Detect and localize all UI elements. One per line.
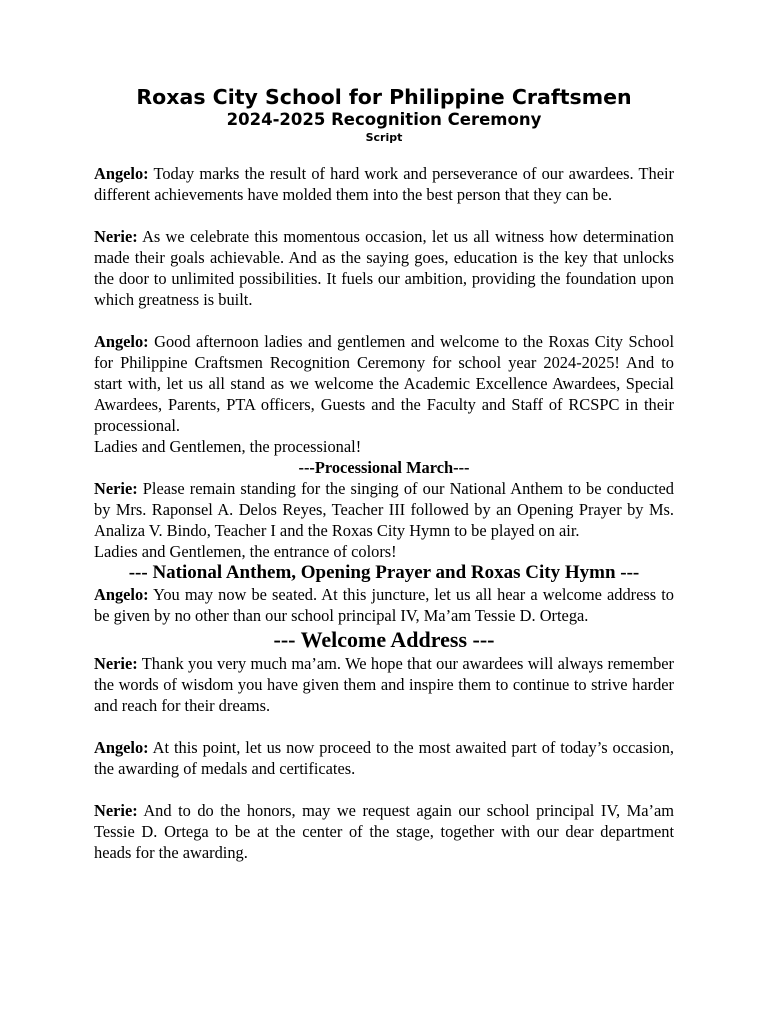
paragraph-text: Thank you very much ma’am. We hope that our awardees will always remember the words of wisdom you have given them and inspire them to continue to strive harder and reach for their dreams. [94,654,674,715]
paragraph-text: Today marks the result of hard work and perseverance of our awardees. Their different achievements have molded them into the best person that they can be. [94,164,674,204]
speaker-name: Angelo: [94,738,149,757]
script-paragraph [94,163,674,205]
paragraph-text: Good afternoon ladies and gentlemen and welcome to the Roxas City School for Philippine Craftsmen Recognition Ceremony for school year 2024-2025! And to start with, let us all stand as we welcome the Academic Excellence Awardees, Special Awardees, Parents, PTA officers, Guests and the Faculty and Staff of RCSPC in their processional. [94,332,674,435]
speaker-name: Angelo: [94,585,149,604]
script-paragraph [94,584,674,626]
script-paragraph [94,478,674,541]
cue-national-anthem: --- National Anthem, Opening Prayer and Roxas City Hymn --- [128,562,640,583]
speaker-name: Nerie: [94,654,138,673]
script-paragraph [94,800,674,863]
script-line: Ladies and Gentlemen, the entrance of colors! [94,542,397,561]
speaker-name: Angelo: [94,332,149,351]
document-title: Roxas City School for Philippine Craftsmen [136,85,632,109]
script-paragraph [94,226,674,310]
speaker-name: Nerie: [94,801,138,820]
script-line: Ladies and Gentlemen, the processional! [94,437,362,456]
speaker-name: Nerie: [94,479,138,498]
paragraph-gap [94,779,674,800]
paragraph-text: And to do the honors, may we request again our school principal IV, Ma’am Tessie D. Ortega to be at the center of the stage, together with our dear department heads for the awarding. [94,801,674,862]
speaker-name: Nerie: [94,227,138,246]
document-subtitle: 2024-2025 Recognition Ceremony [226,110,542,129]
paragraph-text: You may now be seated. At this juncture, let us all hear a welcome address to be given by no other than our school principal IV, Ma’am Tessie D. Ortega. [94,585,674,625]
script-paragraph [94,331,674,436]
paragraph-text: At this point, let us now proceed to the most awaited part of today’s occasion, the awarding of medals and certificates. [94,738,674,778]
paragraph-gap [94,310,674,331]
paragraph-text: As we celebrate this momentous occasion, let us all witness how determination made their goals achievable. And as the saying goes, education is the key that unlocks the door to unlimited possibilities. It fuels our ambition, providing the foundation upon which greatness is built. [94,227,674,309]
cue-welcome-address: --- Welcome Address --- [273,627,495,652]
script-paragraph [94,737,674,779]
cue-processional-march: ---Processional March--- [298,458,470,477]
script-paragraph [94,653,674,716]
script-label: Script [365,131,403,144]
paragraph-gap [94,205,674,226]
paragraph-gap [94,716,674,737]
speaker-name: Angelo: [94,164,149,183]
paragraph-text: Please remain standing for the singing of our National Anthem to be conducted by Mrs. Raponsel A. Delos Reyes, Teacher III followed by an Opening Prayer by Ms. Analiza V. Bindo, Teacher I and the Roxas City Hymn to be played on air. [94,479,674,540]
